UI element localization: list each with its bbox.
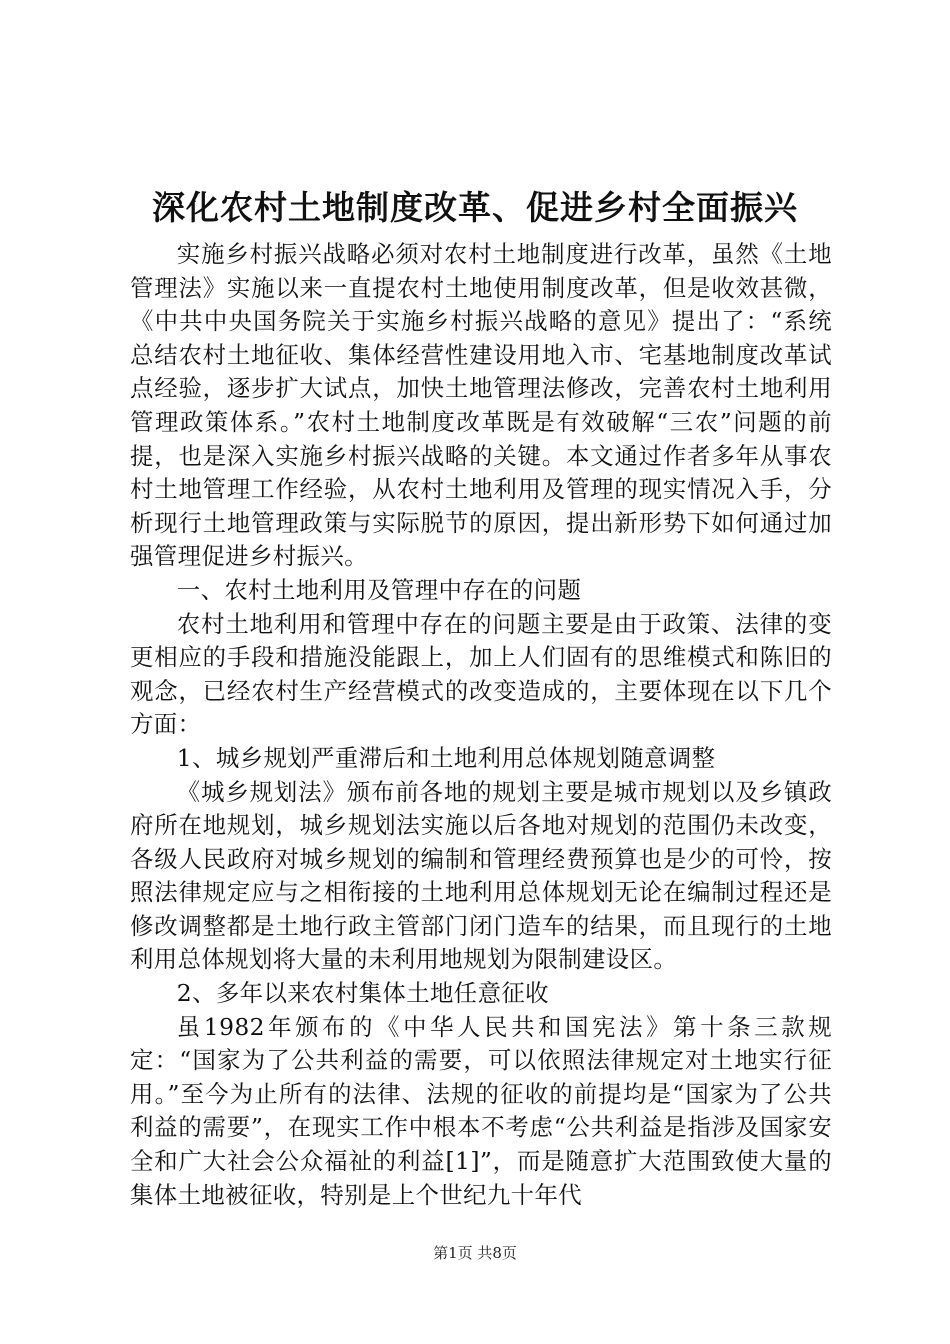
subsection-heading-1: 1、城乡规划严重滞后和土地利用总体规划随意调整 (176, 743, 716, 772)
paragraph-subsection-1: 《城乡规划法》颁布前各地的规划主要是城市规划以及乡镇政府所在地规划，城乡规划法实施以后各地对规划的范围仍未改变，各级人民政府对城乡规划的编制和管理经费预算也是少的可怜，按照法律规定应与之相衔接的土地利用总体规划无论在编制过程还是修改调整都是土地行政主管部门闭门造车的结果，而且现行的土地利用总体规划将大量的未利用地规划为限制建设区。 (130, 777, 832, 974)
paragraph-intro: 实施乡村振兴战略必须对农村土地制度进行改革，虽然《土地管理法》实施以来一直提农村土地使用制度改革，但是收效甚微，《中共中央国务院关于实施乡村振兴战略的意见》提出了：“系统总结农村土地征收、集体经营性建设用地入市、宅基地制度改革试点经验，逐步扩大试点，加快土地管理法修改，完善农村土地利用管理政策体系。”农村土地制度改革既是有效破解“三农”问题的前提，也是深入实施乡村振兴战略的关键。本文通过作者多年从事农村土地管理工作经验，从农村土地利用及管理的现实情况入手，分析现行土地管理政策与实际脱节的原因，提出新形势下如何通过加强管理促进乡村振兴。 (130, 240, 832, 571)
page-footer: 第1页 共8页 (433, 1244, 517, 1262)
subsection-heading-2: 2、多年以来农村集体土地任意征收 (176, 979, 549, 1008)
paragraph-section-1: 农村土地利用和管理中存在的问题主要是由于政策、法律的变更相应的手段和措施没能跟上，加上人们固有的思维模式和陈旧的观念，已经农村生产经营模式的改变造成的，主要体现在以下几个方面： (130, 609, 832, 739)
section-heading-1: 一、农村土地利用及管理中存在的问题 (176, 575, 582, 604)
paragraph-subsection-2: 虽1982年颁布的《中华人民共和国宪法》第十条三款规定：“国家为了公共利益的需要，可以依照法律规定对土地实行征用。”至今为止所有的法律、法规的征收的前提均是“国家为了公共利益的需要”，在现实工作中根本不考虑“公共利益是指涉及国家安全和广大社会公众福祉的利益[1]”，而是随意扩大范围致使大量的集体土地被征收，特别是上个世纪九十年代 (130, 1012, 832, 1209)
document-title: 深化农村土地制度改革、促进乡村全面振兴 (152, 188, 798, 227)
document-body (130, 238, 832, 1212)
